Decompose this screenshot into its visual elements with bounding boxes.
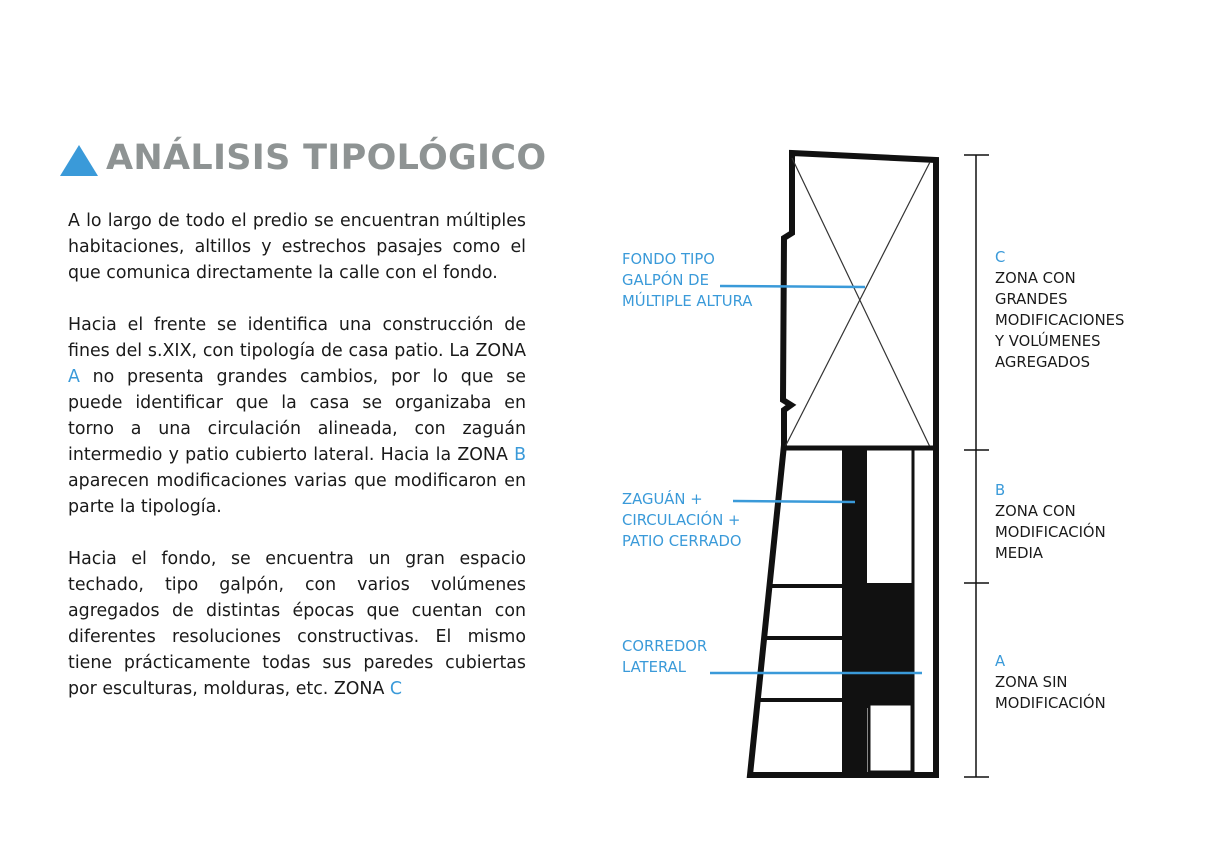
zone-letter: B <box>995 482 1006 499</box>
label-line: ZAGUÁN + <box>622 491 703 508</box>
paragraph-2-text: aparecen modificaciones varias que modificaron en parte la tipología. <box>68 471 526 517</box>
zone-description: ZONA SIN MODIFICACIÓN <box>995 674 1106 712</box>
right-rooms <box>867 450 914 775</box>
page-title: ANÁLISIS TIPOLÓGICO <box>106 138 547 178</box>
zone-letter: C <box>995 249 1006 266</box>
zone-letter: A <box>995 653 1006 670</box>
zone-c-legend <box>995 247 1124 373</box>
zone-c-hall <box>785 158 930 447</box>
zone-b-ref: B <box>514 445 526 465</box>
central-corridor <box>842 448 867 775</box>
zone-c-ref: C <box>389 679 403 699</box>
label-line: GALPÓN DE <box>622 272 709 289</box>
label-line: MÚLTIPLE ALTURA <box>622 293 753 310</box>
label-zaguan <box>622 489 742 552</box>
label-line: CIRCULACIÓN + <box>622 512 741 529</box>
zone-a-legend <box>995 651 1106 714</box>
label-line: CORREDOR <box>622 638 708 655</box>
label-corredor <box>622 636 707 678</box>
label-line: FONDO TIPO <box>622 251 715 268</box>
zone-description: ZONA CON MODIFICACIÓN MEDIA <box>995 503 1106 562</box>
paragraph-2-text: no presenta grandes cambios, por lo que se puede identificar que la casa se organizaba en torno a una circulación alineada, con zaguán intermedio y patio cubierto lateral. Hacia la ZONA <box>68 367 526 465</box>
zone-description: ZONA CON GRANDES MODIFICACIONES Y VOLÚMENES AGREGADOS <box>995 270 1125 371</box>
paragraph-2-text: Hacia el frente se identifica una construcción de fines del s.XIX, con tipología de casa patio. La ZONA <box>68 315 526 361</box>
label-line: PATIO CERRADO <box>622 533 742 550</box>
zone-b-legend <box>995 480 1106 564</box>
paragraph-1: A lo largo de todo el predio se encuentran múltiples habitaciones, altillos y estrechos pasajes como el que comunica directamente la calle con el fondo. <box>68 211 526 283</box>
paragraph-3-text: Hacia el fondo, se encuentra un gran espacio techado, tipo galpón, con varios volúmenes agregados de distintas épocas que cuentan con diferentes resoluciones constructivas. El mismo tiene prácticamente todas sus paredes cubiertas por esculturas, molduras, etc. ZONA <box>68 549 526 699</box>
zone-brackets <box>964 155 989 777</box>
leader-line-zaguan <box>733 501 855 502</box>
label-fondo-galpon <box>622 249 752 312</box>
label-line: LATERAL <box>622 659 686 676</box>
zone-a-ref: A <box>68 367 80 387</box>
